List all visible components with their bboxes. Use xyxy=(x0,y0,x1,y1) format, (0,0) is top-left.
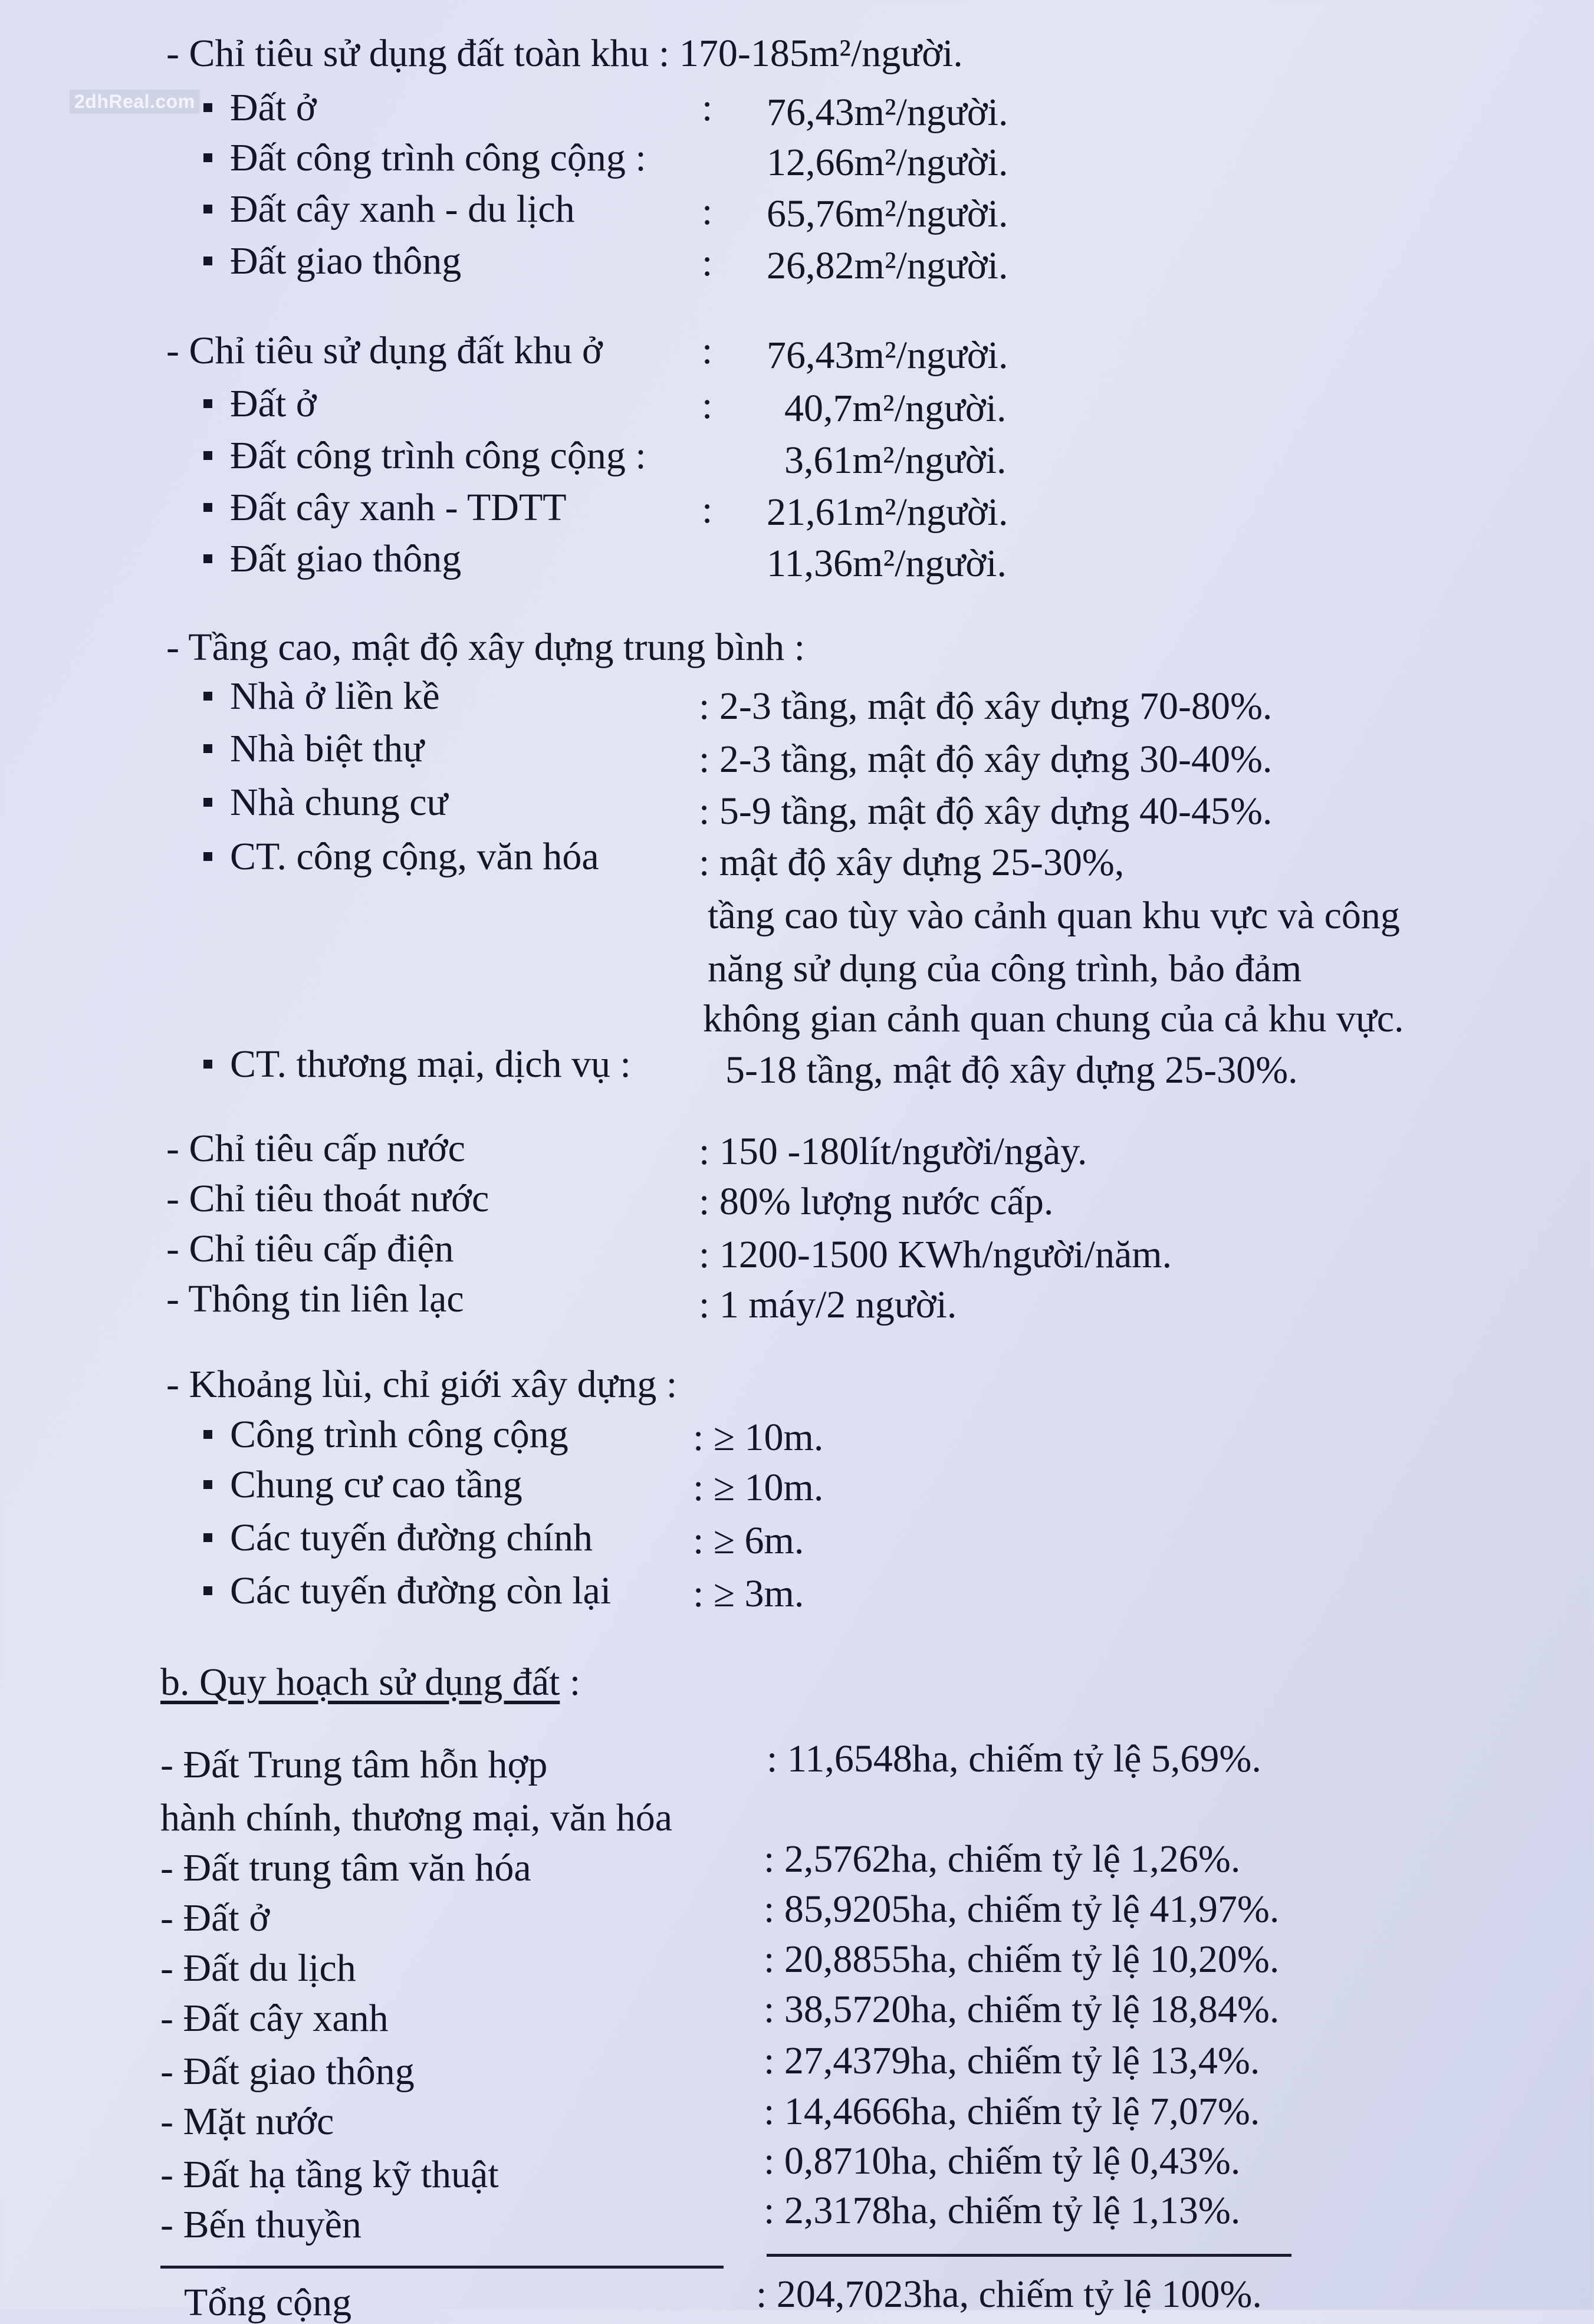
land-use-value: : 20,8855ha, chiếm tỷ lệ 10,20%. xyxy=(764,1938,1280,1981)
land-use-label: - Bến thuyền xyxy=(160,2203,361,2246)
list-item-value: 40,7m²/người. xyxy=(784,387,1007,430)
quy-hoach-heading xyxy=(160,1663,580,1702)
khoang-lui-title: - Khoảng lùi, chỉ giới xây dựng : xyxy=(166,1363,678,1406)
list-item-label: Đất giao thông xyxy=(203,540,461,578)
land-use-label: - Đất hạ tầng kỹ thuật xyxy=(160,2153,499,2196)
list-item-label: Đất giao thông xyxy=(203,242,461,281)
ha-tang-value: : 150 -180lít/người/ngày. xyxy=(699,1130,1087,1173)
ha-tang-label: - Chỉ tiêu thoát nước xyxy=(166,1177,489,1220)
list-item-value: : 2-3 tầng, mật độ xây dựng 30-40%. xyxy=(699,738,1273,781)
ha-tang-value: : 1200-1500 KWh/người/năm. xyxy=(699,1233,1172,1276)
list-item-value: 5-18 tầng, mật độ xây dựng 25-30%. xyxy=(725,1048,1298,1092)
list-item-value: 11,36m²/người. xyxy=(767,542,1007,585)
land-use-value: : 2,5762ha, chiếm tỷ lệ 1,26%. xyxy=(764,1837,1241,1881)
list-item-label: CT. thương mại, dịch vụ : xyxy=(203,1045,631,1084)
list-item-value: : mật độ xây dựng 25-30%, xyxy=(699,841,1125,884)
land-use-label: - Đất giao thông xyxy=(160,2050,415,2093)
list-item-value: : 5-9 tầng, mật độ xây dựng 40-45%. xyxy=(699,790,1273,833)
land-use-label: - Đất trung tâm văn hóa xyxy=(160,1846,531,1889)
list-item-value: : 2-3 tầng, mật độ xây dựng 70-80%. xyxy=(699,685,1273,728)
continuation-line: tầng cao tùy vào cảnh quan khu vực và công xyxy=(708,894,1400,937)
chi-tieu-khu-o-title: - Chỉ tiêu sử dụng đất khu ở xyxy=(166,329,603,372)
list-item-label: Nhà chung cư xyxy=(203,783,448,822)
list-item-label: Nhà ở liền kề xyxy=(203,677,440,716)
ha-tang-label: - Thông tin liên lạc xyxy=(166,1277,464,1320)
land-use-value: : 38,5720ha, chiếm tỷ lệ 18,84%. xyxy=(764,1988,1280,2031)
list-item-label: Đất công trình công cộng : xyxy=(203,139,646,177)
list-item-label: Các tuyến đường còn lại xyxy=(203,1572,611,1610)
colon: : xyxy=(702,329,713,372)
list-item-label: Đất cây xanh - du lịch xyxy=(203,190,575,229)
land-use-label: - Đất du lịch xyxy=(160,1947,356,1990)
list-item-value: : ≥ 6m. xyxy=(693,1519,804,1562)
list-item-label: Đất công trình công cộng : xyxy=(203,436,646,475)
list-item-label: Công trình công cộng xyxy=(203,1415,568,1454)
total-value: : 204,7023ha, chiếm tỷ lệ 100%. xyxy=(756,2273,1262,2316)
ha-tang-label: - Chỉ tiêu cấp điện xyxy=(166,1227,454,1270)
land-use-label: - Đất Trung tâm hỗn hợp xyxy=(160,1743,548,1786)
list-item-value: 65,76m²/người. xyxy=(767,192,1008,235)
total-rule-right xyxy=(767,2254,1291,2257)
chi-tieu-toan-khu-title: - Chỉ tiêu sử dụng đất toàn khu : 170-185m²/người. xyxy=(166,32,963,75)
ha-tang-value: : 1 máy/2 người. xyxy=(699,1283,957,1326)
list-item-value: 76,43m²/người. xyxy=(767,91,1008,134)
list-item-value: : ≥ 3m. xyxy=(693,1572,804,1615)
land-use-value: : 14,4666ha, chiếm tỷ lệ 7,07%. xyxy=(764,2090,1260,2133)
total-label: Tổng cộng xyxy=(184,2281,352,2324)
list-item-label: Chung cư cao tầng xyxy=(203,1465,522,1504)
ha-tang-value: : 80% lượng nước cấp. xyxy=(699,1180,1054,1223)
colon: : xyxy=(702,86,713,129)
chi-tieu-khu-o-value: 76,43m²/người. xyxy=(767,334,1008,377)
watermark-logo: 2dhReal.com xyxy=(70,90,200,114)
tang-cao-title: - Tầng cao, mật độ xây dựng trung bình : xyxy=(166,626,806,669)
list-item-value: : ≥ 10m. xyxy=(693,1466,824,1509)
land-use-label: - Đất ở xyxy=(160,1896,270,1940)
list-item-value: 3,61m²/người. xyxy=(784,439,1007,482)
land-use-label: - Đất cây xanh xyxy=(160,1997,389,2040)
list-item-label: Đất cây xanh - TDTT xyxy=(203,488,567,527)
list-item-label: Các tuyến đường chính xyxy=(203,1518,593,1557)
land-use-value: : 0,8710ha, chiếm tỷ lệ 0,43%. xyxy=(764,2139,1241,2182)
continuation-line: năng sử dụng của công trình, bảo đảm xyxy=(708,947,1302,990)
land-use-label-cont: hành chính, thương mại, văn hóa xyxy=(160,1796,672,1839)
list-item-label: Đất ở xyxy=(203,384,317,423)
total-rule-left xyxy=(160,2266,724,2269)
colon: : xyxy=(702,241,713,284)
land-use-value: : 85,9205ha, chiếm tỷ lệ 41,97%. xyxy=(764,1888,1280,1931)
land-use-value: : 2,3178ha, chiếm tỷ lệ 1,13%. xyxy=(764,2189,1241,2232)
continuation-line: không gian cảnh quan chung của cả khu vực. xyxy=(703,997,1404,1040)
colon: : xyxy=(702,384,713,427)
land-use-value: : 11,6548ha, chiếm tỷ lệ 5,69%. xyxy=(767,1737,1261,1780)
colon: : xyxy=(702,488,713,531)
list-item-value: : ≥ 10m. xyxy=(693,1416,824,1459)
list-item-label: Đất ở xyxy=(203,88,317,127)
list-item-value: 12,66m²/người. xyxy=(767,141,1008,184)
list-item-value: 21,61m²/người. xyxy=(767,491,1008,534)
quy-hoach-heading-suffix: : xyxy=(560,1661,581,1704)
land-use-label: - Mặt nước xyxy=(160,2100,334,2143)
land-use-value: : 27,4379ha, chiếm tỷ lệ 13,4%. xyxy=(764,2039,1260,2082)
list-item-label: CT. công cộng, văn hóa xyxy=(203,837,599,876)
list-item-value: 26,82m²/người. xyxy=(767,244,1008,287)
quy-hoach-heading-text: b. Quy hoạch sử dụng đất xyxy=(160,1661,560,1704)
ha-tang-label: - Chỉ tiêu cấp nước xyxy=(166,1127,465,1170)
colon: : xyxy=(702,190,713,233)
list-item-label: Nhà biệt thự xyxy=(203,729,424,768)
